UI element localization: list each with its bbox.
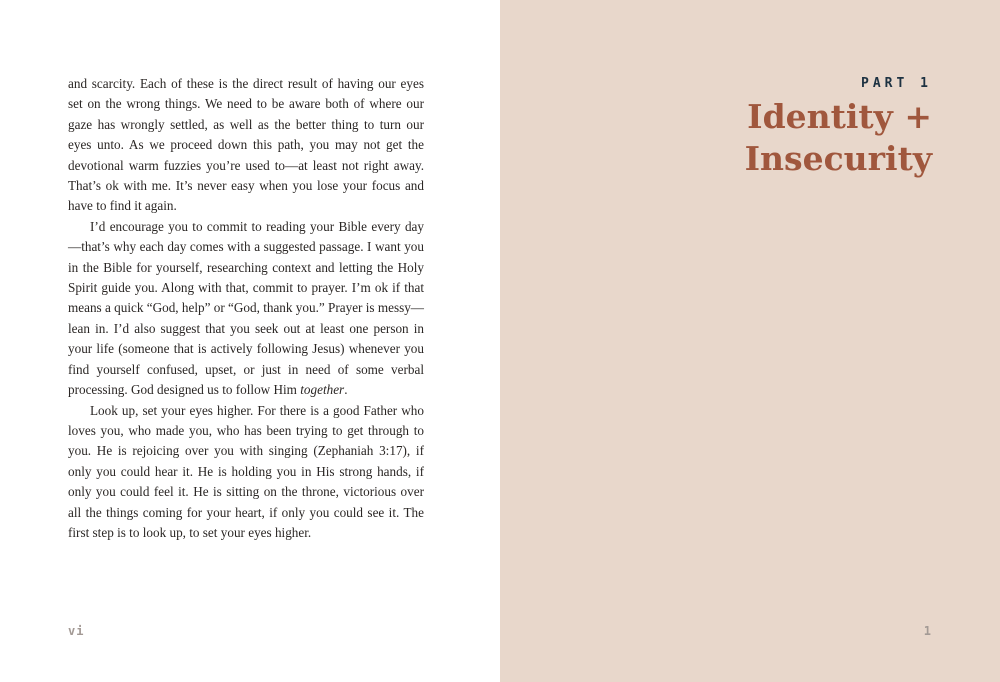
emphasis-word: together — [300, 382, 345, 398]
page-number-left: vi — [68, 624, 85, 638]
paragraph-text: I’d encourage you to commit to reading your Bible every day—that’s why each day comes with a suggested passage. I want you in the Bible for yourself, researching context and letting the Holy Spirit guide you. Along with that, commit to prayer. I’m ok if that means a quick “God, help” or “God, thank you.” Prayer is messy—lean in. I’d also suggest that you seek out at least one person in your life (someone that is actively following Jesus) whenever you find yourself confused, upset, or just in need of some verbal processing. God designed us to follow Him — [68, 218, 424, 398]
emphasis-tail: . — [344, 382, 348, 398]
part-title-line-1: Identity + — [747, 97, 932, 136]
paragraph: and scarcity. Each of these is the direct result of having our eyes set on the wrong things. We need to be aware both of where our gaze has wrongly settled, as well as the better thing to turn our eyes unto. As we proceed down this path, you may not get the devotional warm fuzzies you’re used to—at least not right away. That’s ok with me. It’s never easy when you lose your focus and have to find it again. — [68, 76, 424, 214]
part-title-line-2: Insecurity — [744, 139, 932, 178]
paragraph: Look up, set your eyes higher. For there is a good Father who loves you, who made you, who has been trying to get through to you. He is rejoicing over you with singing (Zephaniah 3:17), if only you could hear it. He is holding you in His strong hands, if only you could feel it. He is sitting on the throne, victorious over all the things coming for your heart, if only you could see it. The first step is to look up, to set your eyes higher. — [68, 402, 424, 540]
paragraph — [68, 217, 424, 401]
part-label: PART 1 — [861, 76, 932, 91]
part-title — [745, 96, 932, 180]
page-number-right: 1 — [923, 624, 932, 638]
right-page — [500, 0, 1000, 682]
left-page-body — [68, 74, 424, 543]
